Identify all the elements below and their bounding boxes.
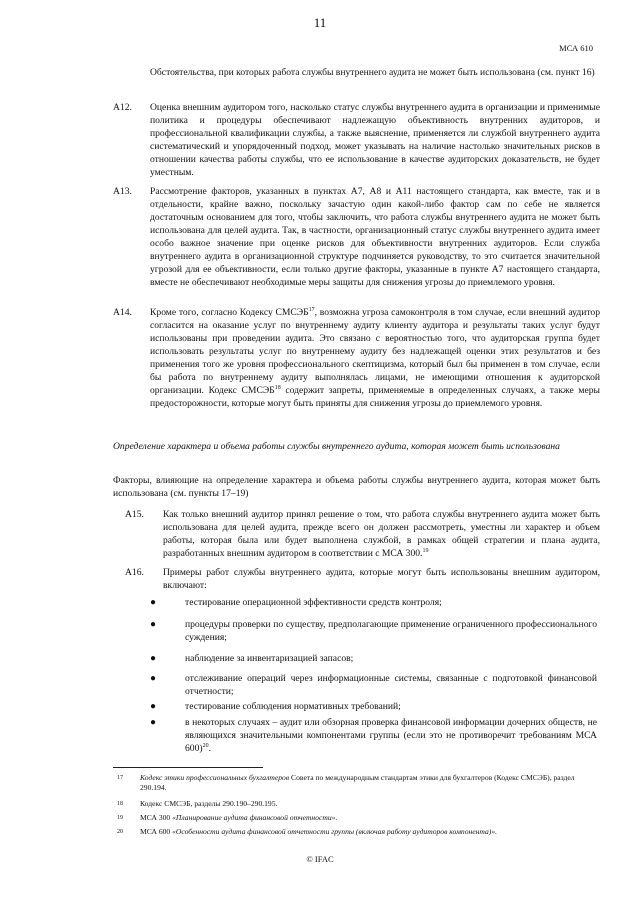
- top-paragraph: Обстоятельства, при которых работа службы внутреннего аудита не может быть использована (см. пункт 16): [150, 67, 595, 78]
- bullet-icon: ●: [150, 619, 157, 630]
- footnote-divider: [113, 767, 263, 768]
- copyright-footer: © IFAC: [306, 854, 334, 864]
- footnote-18: 18 Кодекс СМСЭБ, разделы 290.190–290.195.: [117, 799, 278, 808]
- bullet-icon: ●: [150, 673, 157, 684]
- footnote-17: 17 Кодекс этики профессиональных бухгалтеров Совета по международным стандартам этики для бухгалтеров (Кодекс СМСЭБ), раздел 290.194.: [117, 773, 575, 792]
- paragraph-a15: Как только внешний аудитор принял решение о том, что работа службы внутреннего аудита может быть использована для целей аудита, прежде всего он должен рассмотреть, уместны ли характер и объем работы, которая была или будет выполнена службой, в рамках общей стратегии и плана аудита, разработанных внешним аудитором в соответствии с МСА 300.19: [163, 509, 600, 559]
- standard-code: МСА 610: [559, 43, 593, 53]
- footnote-ref-19: 19: [422, 547, 429, 554]
- page-number: 11: [313, 15, 327, 30]
- section-intro: Факторы, влияющие на определение характера и объема работы службы внутреннего аудита, которая может быть использована (см. пункты 17–19): [113, 475, 600, 499]
- paragraph-label-a14: A14.: [113, 307, 132, 318]
- paragraph-a12: Оценка внешним аудитором того, насколько статус службы внутреннего аудита в организации и применимые политика и процедуры обеспечивают надлежащую объективность внутренних аудиторов, и профессиональной квалификации службы, а также выяснение, применяется ли службой внутреннего аудита систематический и упорядоченный подход, может указывать на наличие настолько значительных рисков в отношении качества работы службы, что ее использование в качестве аудиторских доказательств, не будет уместным.: [150, 102, 600, 178]
- section-heading: Определение характера и объема работы службы внутреннего аудита, которая может быть использована: [113, 441, 560, 452]
- paragraph-label-a13: A13.: [113, 186, 132, 197]
- paragraph-label-a15: A15.: [125, 509, 144, 520]
- paragraph-a13: Рассмотрение факторов, указанных в пунктах А7, А8 и А11 настоящего стандарта, как вместе, так и в отдельности, крайне важно, поскольку зачастую один какой-либо фактор сам по себе не является достаточным основанием для того, чтобы заключить, что работа службы внутреннего аудита не может быть использована для целей аудита. Так, в частности, организационный статус службы внутреннего аудита имеет особо важное значение при оценке рисков для объективности внутренних аудиторов. Если служба внутреннего аудита в организационной структуре подчиняется руководству, то это считается значительной угрозой для ее объективности, если только другие факторы, указанные в пункте А7 настоящего стандарта, вместе не обеспечивают необходимые меры защиты для снижения угрозы до приемлемого уровня.: [150, 186, 600, 288]
- footnote-ref-17: 17: [308, 306, 315, 313]
- bullet-icon: ●: [150, 653, 157, 664]
- bullet-icon: ●: [150, 701, 157, 712]
- paragraph-label-a12: A12.: [113, 102, 132, 113]
- bullet-icon: ●: [150, 717, 157, 728]
- paragraph-a16: Примеры работ службы внутреннего аудита, которые могут быть использованы внешним аудитором, включают:: [163, 567, 600, 591]
- footnote-19: 19 МСА 300 «Планирование аудита финансовой отчетности».: [117, 813, 338, 822]
- footnote-20: 20 МСА 600 «Особенности аудита финансовой отчетности группы (включая работу аудиторов компонента)».: [117, 827, 498, 836]
- footnote-ref-18: 18: [274, 384, 281, 391]
- bullet-icon: ●: [150, 597, 157, 608]
- footnote-ref-20: 20: [202, 742, 209, 749]
- paragraph-a14: Кроме того, согласно Кодексу СМСЭБ$^{17}$, возможна угроза самоконтроля в том случае, если внешний аудитор согласится на оказание услуг по внутреннему аудиту клиенту аудитора и результаты таких услуг будут использованы при проведении аудита. Это связано с вероятностью того, что аудиторская группа будет использовать результаты услуг по внутреннему аудиту без надлежащей оценки этих результатов и без применения того же уровня профессионального скептицизма, который был бы применен в том случае, если бы работа по внутреннему аудиту выполнялась лицами, не имеющими отношения к аудиторской организации. Кодекс СМСЭБ$^{18}$ содержит запреты, применяемые в определенных случаях, а также меры предосторожности, которые могут быть приняты для снижения угрозы до приемлемого уровня.: [150, 306, 600, 409]
- paragraph-label-a16: A16.: [125, 567, 144, 578]
